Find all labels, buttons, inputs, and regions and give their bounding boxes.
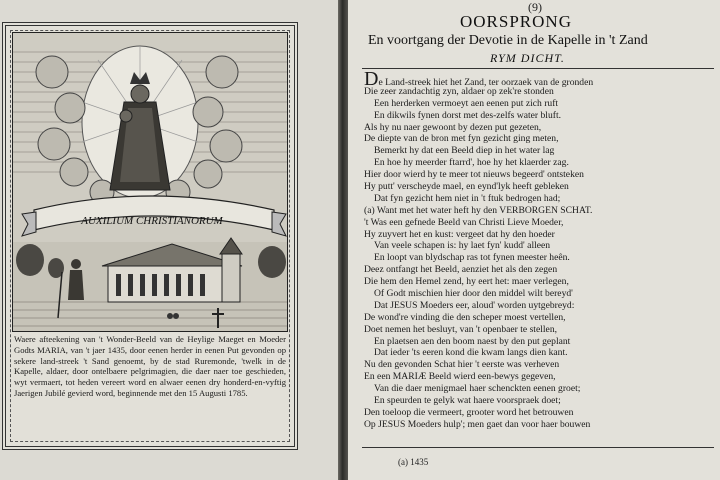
title-rule bbox=[362, 68, 714, 69]
poem-line: Hy zuyvert het en kust: vergeet dat hy den hoeder bbox=[364, 228, 555, 240]
banner-text: AUXILIUM CHRISTIANORUM bbox=[81, 215, 223, 227]
poem-line: En speurden te gelyk wat haere voorspraek doet; bbox=[374, 395, 561, 407]
poem-line: En dikwils fynen dorst met des-zelfs water bluft. bbox=[374, 109, 562, 121]
engraving-caption: Waere afteekening van 't Wonder-Beeld van de Heylige Maeget en Moeder Godts MARIA, van 't jaer 1435, door eenen herder in eenen Put gevonden op sekere land-streek 't Sand genoemt, by de stad Ruremonde, 'twelk in de Kapelle, aldaer, door ontelbaere pelgrimagien, die daer naer toe geschieden, wyt vermaert, tot heden vereert word en alwaer eenen dry honderd-en-vyftig Jaerigen Jubilé gevierd word, beginnende met den 15 Augusti 1785. bbox=[14, 334, 286, 398]
poem-line: Dat JESUS Moeders eer, aloud' worden uytgebreyd: bbox=[374, 299, 575, 311]
page-number: (9) bbox=[528, 0, 542, 14]
poem-line: Of Godt mischien hier door den middel wilt bereyd' bbox=[374, 288, 573, 300]
left-page bbox=[0, 0, 338, 480]
poem-line: Die zeer zandachtig zyn, aldaer op zek're stonden bbox=[364, 85, 554, 97]
poem-line: Hy putt' verscheyde mael, en eynd'lyk heeft gebleken bbox=[364, 181, 569, 193]
poem-line: Dat ieder 'ts eeren kond die kwam langs dien kant. bbox=[374, 347, 568, 359]
poem-line: Een herderken vermoeyt aen eenen put zich ruft bbox=[374, 97, 559, 109]
poem-line: De diepte van de bron met fyn gezicht ging meten, bbox=[364, 133, 559, 145]
poem-line: Nu den gevonden Schat hier 't eerste was verheven bbox=[364, 359, 560, 371]
right-page bbox=[348, 0, 720, 480]
poem-line: En loopt van blydschap ras tot fynen meester heên. bbox=[374, 252, 570, 264]
poem-line: De Land-streek hiet het Zand, ter oorzaek van de gronden bbox=[364, 68, 594, 90]
poem-line: 't Was een gefnede Beeld van Christi Lieve Moeder, bbox=[364, 216, 564, 228]
poem-line: Dat fyn gezicht hem niet in 't ftuk bedrogen had; bbox=[374, 192, 561, 204]
engraving-plate bbox=[2, 22, 298, 450]
page-footnote: (a) 1435 bbox=[398, 457, 429, 467]
page-subtitle-rhyme: RYM DICHT. bbox=[490, 51, 565, 65]
footer-rule bbox=[362, 447, 714, 448]
poem-line: Den toeloop die vermeert, grooter word het betrouwen bbox=[364, 406, 574, 418]
page-subtitle: En voortgang der Devotie in de Kapelle in 't Zand bbox=[368, 33, 648, 48]
poem-line: (a) Want met het water heft hy den VERBORGEN SCHAT. bbox=[364, 204, 593, 216]
poem-line: Van die daer menigmael haer schenckten eenen groet; bbox=[374, 383, 581, 395]
engraving-illustration bbox=[12, 32, 288, 332]
poem-line: En een MARIÆ Beeld wierd een-bewys gegeven, bbox=[364, 371, 556, 383]
poem-body bbox=[364, 68, 720, 431]
poem-line: En plaetsen aen den boom naest by den put geplant bbox=[374, 335, 571, 347]
page-title: OORSPRONG bbox=[460, 12, 572, 31]
poem-line: Op JESUS Moeders hulp'; men gaet dan voor haer bouwen bbox=[364, 418, 591, 430]
poem-line: Doet nemen het besluyt, van 't openbaer te stellen, bbox=[364, 323, 558, 335]
poem-line: Van veele schapen is: hy laet fyn' kudd' alleen bbox=[374, 240, 551, 252]
poem-line: Als hy nu naer gewoont by dezen put gezeten, bbox=[364, 121, 542, 133]
poem-line: En hoe hy meerder ftarrd', hoe hy het klaerder zag. bbox=[374, 157, 569, 169]
book-spine bbox=[338, 0, 348, 480]
poem-line: Bemerkt hy dat een Beeld diep in het water lag bbox=[374, 145, 555, 157]
poem-line: Hier door wierd hy te meer tot nieuws begeerd' ontsteken bbox=[364, 169, 584, 181]
poem-line: Deez ontfangt het Beeld, aenziet het als den zegen bbox=[364, 264, 558, 276]
poem-line: De wond're vinding die den scheper moest vertellen, bbox=[364, 311, 566, 323]
poem-line: Die hem den Hemel zend, hy eert het: maer verlegen, bbox=[364, 276, 569, 288]
